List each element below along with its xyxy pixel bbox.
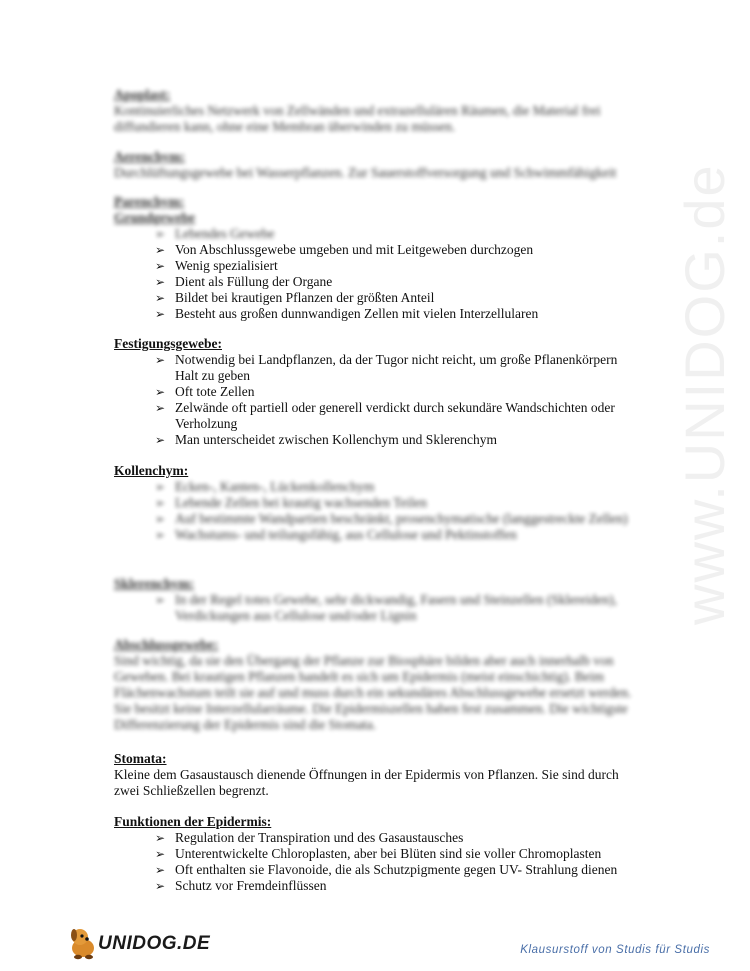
unidog-logo [68, 926, 211, 960]
list-item: ➢ Oft enthalten sie Flavonoide, die als Schutzpigmente gegen UV- Strahlung dienen [155, 862, 618, 877]
section-heading: Funktionen der Epidermis: [114, 814, 272, 829]
list-item: ➢ Dient als Füllung der Organe [155, 274, 333, 289]
arrow-bullet-icon: ➢ [155, 528, 166, 542]
section-text: Durchlüftungsgewebe bei Wasserpflanzen. Zur Sauerstoffversorgung und Schwimmfähigkeit [114, 165, 617, 180]
section-aerenchym [114, 149, 634, 181]
section-stomata [114, 751, 634, 799]
arrow-bullet-icon: ➢ [155, 593, 166, 607]
arrow-bullet-icon: ➢ [155, 879, 166, 893]
list-item: ➢ Zelwände oft partiell oder generell verdickt durch sekundäre Wandschichten oder Verholzung [155, 400, 615, 431]
section-heading: Stomata: [114, 751, 167, 766]
arrow-bullet-icon: ➢ [155, 480, 166, 494]
list-item: ➢ Oft tote Zellen [155, 384, 255, 399]
arrow-bullet-icon: ➢ [155, 831, 166, 845]
footer-tagline: Klausurstoff von Studis für Studis [520, 944, 710, 956]
section-text: Kleine dem Gasaustausch dienende Öffnungen in der Epidermis von Pflanzen. Sie sind durch zwei Schließzellen begrenzt. [114, 767, 619, 798]
section-text: Sind wichtig, da sie den Übergang der Pflanze zur Biosphäre bilden aber auch innerhalb von Geweben. Bei krautigen Pflanzen handelt es sich um Epidermis (meist einschichtig). Beim Flächenwachstum teilt sie auf und muss durch ein sekundäres Abschlussgewebe ersetzt werden. Sie besitzt keine Interzellularräume. Die Epidermiszellen haben fest zusammen. Die wichtigste Differenzierung der Epidermis sind die Stomata. [114, 653, 632, 732]
list-item: ➢ Notwendig bei Landpflanzen, da der Tugor nicht reicht, um große Pflanenkörpern Halt zu geben [155, 352, 618, 383]
arrow-bullet-icon: ➢ [155, 291, 166, 305]
arrow-bullet-icon: ➢ [155, 401, 166, 415]
list-item: ➢ Schutz vor Fremdeinflüssen [155, 878, 327, 893]
bullet-list [114, 226, 634, 322]
section-apoplast [114, 87, 634, 135]
section-heading: Abschlussgewebe: [114, 637, 219, 652]
arrow-bullet-icon: ➢ [155, 307, 166, 321]
arrow-bullet-icon: ➢ [155, 863, 166, 877]
bullet-list [114, 352, 634, 448]
list-item: ➢ Von Abschlussgewebe umgeben und mit Leitgeweben durchzogen [155, 242, 534, 257]
list-item: ➢ Lebende Zellen bei krautig wachsenden Teilen [155, 495, 427, 510]
list-item: ➢ Wenig spezialisiert [155, 258, 278, 273]
section-heading: Apoplast: [114, 87, 171, 102]
bullet-list [114, 479, 634, 543]
bullet-list [114, 830, 634, 894]
list-item: ➢ Regulation der Transpiration und des Gasaustausches [155, 830, 464, 845]
section-heading: Parenchym: [114, 194, 185, 209]
section-text: Kontinuierliches Netzwerk von Zellwänden und extrazellulären Räumen, die Material frei diffundieren kann, ohne eine Membran überwinden zu müssen. [114, 103, 601, 134]
watermark: www.UNIDOG.de [673, 163, 736, 625]
section-subheading: Grundgewebe [114, 210, 195, 225]
section-heading: Festigungsgewebe: [114, 336, 222, 351]
section-heading: Aerenchym: [114, 149, 185, 164]
section-abschlussgewebe [114, 637, 634, 733]
section-funktionen-epidermis [114, 814, 634, 894]
arrow-bullet-icon: ➢ [155, 512, 166, 526]
list-item: ➢ Auf bestimmte Wandpartien beschränkt, prosenchymatische (langgestreckte Zellen) [155, 511, 628, 526]
bullet-list [114, 592, 634, 624]
list-item: ➢ Bildet bei krautigen Pflanzen der größten Anteil [155, 290, 435, 305]
section-sklerenchym [114, 576, 634, 624]
arrow-bullet-icon: ➢ [155, 433, 166, 447]
arrow-bullet-icon: ➢ [155, 353, 166, 367]
arrow-bullet-icon: ➢ [155, 227, 166, 241]
dog-mascot-icon [68, 926, 100, 960]
list-item: ➢ Unterentwickelte Chloroplasten, aber bei Blüten sind sie voller Chromoplasten [155, 846, 602, 861]
logo-text: UNIDOG.DE [98, 933, 211, 954]
arrow-bullet-icon: ➢ [155, 385, 166, 399]
arrow-bullet-icon: ➢ [155, 847, 166, 861]
arrow-bullet-icon: ➢ [155, 243, 166, 257]
list-item: ➢ Man unterscheidet zwischen Kollenchym und Sklerenchym [155, 432, 498, 447]
section-heading: Kollenchym: [114, 463, 189, 478]
section-festigungsgewebe [114, 336, 634, 448]
list-item: ➢ Wachstums- und teilungsfähig, aus Cellulose und Pektinstoffen [155, 527, 517, 542]
list-item: ➢ Besteht aus großen dunnwandigen Zellen mit vielen Interzellularen [155, 306, 539, 321]
arrow-bullet-icon: ➢ [155, 275, 166, 289]
arrow-bullet-icon: ➢ [155, 496, 166, 510]
arrow-bullet-icon: ➢ [155, 259, 166, 273]
section-kollenchym [114, 463, 634, 543]
section-parenchym [114, 194, 634, 322]
list-item: ➢ Ecken-, Kanten-, Lückenkollenchym [155, 479, 375, 494]
section-heading: Sklerenchym: [114, 576, 194, 591]
list-item: ➢ In der Regel totes Gewebe, sehr dickwandig, Fasern und Steinzellen (Sklereiden), Verdickungen aus Cellulose und/oder Lignin [155, 592, 617, 623]
list-item: ➢ Lebendes Gewebe [155, 226, 275, 241]
